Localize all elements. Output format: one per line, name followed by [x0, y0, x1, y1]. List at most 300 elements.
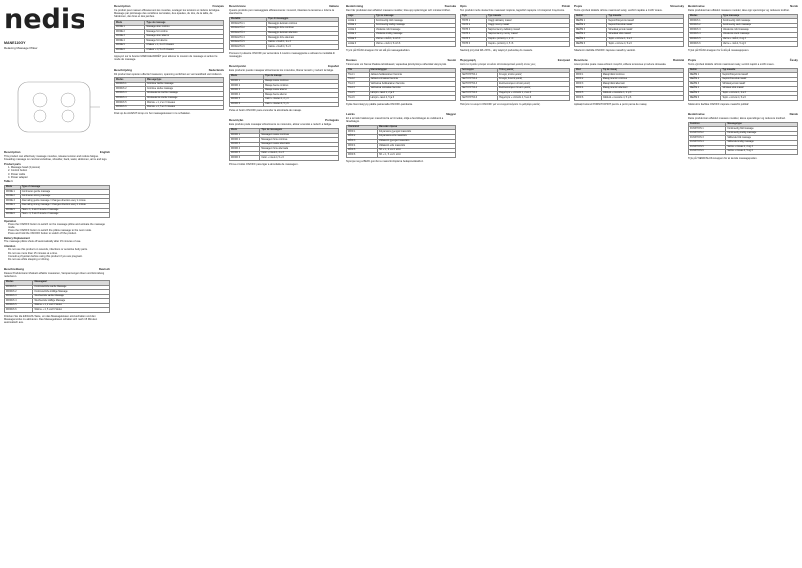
section-title: Description: [4, 150, 21, 154]
table-cell: Massagem suave contínua: [260, 133, 339, 138]
table-cell: Nepretržitá jemná masáž: [607, 19, 684, 24]
table-cell: MODUS 5: [689, 37, 722, 42]
list-item: • Press the ON/OFF button to switch the pillow massage to the next mode.: [8, 229, 110, 232]
intro-text: Acest produs poate masa eficient mușchii, elibera tensiunea și reduce oboseala.: [574, 62, 667, 66]
table-cell: Masaj blând alternant: [601, 82, 683, 87]
table-cell: Naprzemienny mocny masaż: [487, 33, 570, 38]
table-cell: MODUS 4: [115, 96, 146, 101]
mode-table: [574, 14, 684, 47]
table-cell: Kontinuerlig mild massasje: [721, 19, 797, 24]
table-cell: MODUS 5: [115, 101, 146, 106]
table-cell: MODO 6: [230, 102, 264, 107]
mode-table: [574, 68, 684, 101]
body-text: Naciśnij przycisk WŁ./WYŁ., aby włączyć poduszkę do masażu.: [460, 48, 533, 52]
table-cell: TRYB 2: [461, 23, 487, 28]
table-cell: MODO 1: [230, 133, 260, 138]
table-row: [115, 105, 224, 110]
intro-text: Dit product kan spieren effectief masseren, spanning verlichten en vermoeidheid verminderen.: [114, 72, 223, 76]
table-cell: REŽIM 6: [575, 42, 607, 47]
table-cell: Vaihteleva hellävarainen hieronta: [369, 82, 455, 87]
table-row: [347, 42, 456, 47]
table-row: [689, 96, 798, 101]
table-cell: Ciepło + poziomy 1, 2 i 3: [487, 37, 570, 42]
section-heading: [460, 58, 570, 62]
table-row: [230, 102, 339, 107]
column-5: [460, 4, 570, 564]
list-item: • 3. Power cable: [8, 173, 110, 176]
section-language: Português: [325, 118, 339, 123]
table-cell: TRYB 5: [461, 37, 487, 42]
intro-text: Dette produktet kan effektivt massere muskler, løse opp spenninger og redusere tretthet.: [688, 9, 790, 12]
table-cell: MODE 3: [115, 34, 145, 39]
section-heading: [574, 58, 684, 62]
list-item: • Press the ON/OFF button to switch on the massage pillow and activate the massage mode.: [8, 223, 110, 229]
section-slovensky: [574, 4, 684, 52]
table-cell: Warmte + 4, 5 en 6 niveaus: [145, 105, 223, 110]
brand-logo-mark: [4, 4, 84, 34]
table-cell: Alternating strong massage / Changes direction every 1 minute: [20, 203, 109, 208]
table-cell: MODUS 1: [689, 19, 722, 24]
table-cell: MÓD 5: [347, 148, 378, 153]
table-cell: MODALITÀ 3: [230, 31, 267, 36]
section-francais: [114, 4, 224, 62]
table-cell: Calor + niveles 1, 2 y 3: [264, 97, 339, 102]
table-cell: REŽIM 6: [689, 96, 721, 101]
table-cell: Masaje suave continuo: [264, 79, 339, 84]
table-cell: Vekslende mild massasje: [721, 28, 797, 33]
table-cell: Calore + livelli 4, 5 e 6: [267, 45, 339, 50]
body-text: Stlačením tlačidla ON/OFF zapnete masážny vankúš.: [574, 48, 636, 52]
section-language: Suomi: [447, 57, 456, 62]
mode-table: [229, 74, 339, 107]
list-item: • Press and hold the ON/OFF button to switch off the product.: [8, 232, 110, 235]
section-svenska: [346, 4, 456, 52]
table-cell: Ciepło + poziomy 4, 5 i 6: [487, 42, 570, 47]
section-dansk: [688, 112, 798, 160]
table-cell: Kontinuerlig mild massage: [374, 19, 455, 24]
attention-title: Attention: [4, 245, 16, 249]
body-text: Drücken Sie die EIN/AUS-Taste, um das Massagekissen einzuschalten und den Massagemodus zu aktivieren. Das Massagekissen schaltet sich nach 15 Minuten automatisch aus.: [4, 315, 98, 325]
table-cell: Vaihteleva voimakas hieronta: [369, 86, 455, 91]
table-cell: MODUS 3: [115, 92, 146, 97]
table-cell: Kontinuerlig blid massage: [726, 127, 798, 132]
table-cell: TILA 6: [347, 96, 370, 101]
list-item: • Do not use this product on wounds, infections or sensitive body parts.: [8, 248, 110, 251]
table-cell: ΛΕΙΤΟΥΡΓΙΑ 3: [461, 82, 498, 87]
table-cell: Alternating gentle massage / Changes direction every 1 minute: [20, 199, 109, 204]
column-7: [688, 4, 798, 564]
section-magyar: [346, 112, 456, 163]
table-cell: Massagem suave alternada: [260, 142, 339, 147]
table-cell: LÄGE 3: [347, 28, 375, 33]
table-row: [575, 96, 684, 101]
table-cell: MOD 2: [575, 77, 602, 82]
table-cell: Växlande kraftig massage: [374, 33, 455, 38]
table-header-cell: Mod: [575, 68, 602, 73]
intro-text: Tento výrobok dokáže účinne masírovať svaly, uvoľniť napätie a znížiť únavu.: [574, 9, 663, 12]
table-cell: Masaje fuerte alterno: [264, 93, 339, 98]
brand-logo: [4, 4, 84, 34]
section-title: Descrição: [229, 118, 244, 123]
table-cell: ΛΕΙΤΟΥΡΓΙΑ 4: [461, 86, 498, 91]
table-cell: Kontinuerlig sterk massasje: [721, 23, 797, 28]
table-cell: MOD 3: [575, 82, 602, 87]
table-header-cell: Üzemmód: [347, 125, 378, 130]
section-language: Deutsch: [98, 267, 110, 272]
section-portugues: [229, 118, 339, 166]
table-cell: Θερμότητα + επίπεδα 1, 2 και 3: [498, 91, 570, 96]
table-cell: MODE 6: [5, 213, 21, 218]
table-cell: Striedavá jemná masáž: [607, 28, 684, 33]
table-cell: Varme + niveau 1, 2 og 3: [726, 145, 798, 150]
table-cell: MÓD 4: [347, 144, 378, 149]
section-deutsch: [4, 267, 110, 325]
table-row: [5, 308, 110, 313]
table-cell: Wechselnde kräftige Massage: [33, 299, 110, 304]
table-header-cell: Tipo de masaje: [264, 75, 339, 80]
section-language: Slovensky: [670, 4, 684, 8]
table-title: Table 1: [4, 180, 13, 184]
table-cell: MODO 3: [230, 142, 260, 147]
table-cell: Masaje fuerte continuo: [264, 84, 339, 89]
massage-pillow-drawing: [4, 60, 104, 156]
table-cell: MODUS 4: [689, 33, 722, 38]
table-cell: Masaj blând continuu: [601, 73, 683, 78]
body-text: Apăsați butonul PORNIT/OPRIT pentru a porni perna de masaj.: [574, 102, 648, 106]
intro-text: Αυτό το προϊόν μπορεί να κάνει αποτελεσματικό μασάζ στους μυς.: [460, 62, 537, 66]
table-cell: MODE 2: [115, 30, 145, 35]
section-title: Leírás: [346, 111, 355, 116]
table-cell: MODO 5: [230, 151, 260, 156]
table-row: [461, 96, 570, 101]
intro-text: Este produto pode massajar eficazmente os músculos, aliviar a tensão e reduzir a fadiga.: [229, 123, 332, 127]
table-cell: FUNKTION 2: [689, 131, 726, 136]
body-text: Trykk på PÅ/AV-knappen for å slå på massasjeputen.: [688, 48, 750, 52]
table-cell: Massaggio delicato alternato: [267, 31, 339, 36]
table-cell: MODUS 2: [689, 23, 722, 28]
table-header-cell: Tipo de massagem: [260, 129, 339, 134]
table-cell: Varme + nivå 1, 2 og 3: [721, 37, 797, 42]
table-header-cell: Massagetype: [145, 78, 223, 83]
table-cell: Massaggio forte continuo: [267, 27, 339, 32]
table-cell: Lämpö + tasot 4, 5 ja 6: [369, 96, 455, 101]
table-cell: Střídavá jemná masáž: [721, 82, 798, 87]
table-header-cell: Tipo di massaggio: [267, 17, 339, 22]
table-row: [689, 42, 798, 47]
table-cell: Εναλλασσόμενο δυνατό μασάζ: [498, 86, 570, 91]
table-cell: MODUS 2: [115, 87, 146, 92]
column-6: [574, 4, 684, 564]
section-heading: [114, 68, 224, 72]
table-cell: ΛΕΙΤΟΥΡΓΙΑ 5: [461, 91, 498, 96]
section-heading: [688, 112, 798, 116]
table-cell: MÓD 1: [347, 130, 378, 135]
section-cesky: [688, 58, 798, 106]
table-cell: Căldură + nivelurile 4, 5 și 6: [601, 96, 683, 101]
table-cell: Vekslende sterk massasje: [721, 33, 797, 38]
table-cell: LÄGE 2: [347, 23, 375, 28]
table-cell: FUNKTION 1: [689, 127, 726, 132]
list-item: • 4. Power adapter: [8, 176, 110, 179]
table-cell: Folyamatos gyengéd masszázs: [378, 130, 456, 135]
section-heading: [346, 58, 456, 62]
table-cell: MÓD 6: [347, 153, 378, 158]
section-polski: [460, 4, 570, 52]
mode-table: [4, 185, 110, 218]
section-language: English: [99, 150, 110, 154]
table-cell: MODUS 3: [689, 28, 722, 33]
section-language: Italiano: [329, 4, 339, 8]
product-parts-title: Product parts: [4, 162, 21, 166]
table-cell: MODO 1: [230, 79, 264, 84]
table-cell: REŽIM 4: [689, 86, 721, 91]
table-cell: MODO 4: [230, 147, 260, 152]
table-header-cell: Typ masáže: [721, 68, 798, 73]
section-title: Popis: [574, 4, 583, 8]
table-header-cell: Typ av massage: [374, 14, 455, 19]
table-cell: REŽIM 1: [689, 73, 721, 78]
table-cell: MODO 4: [230, 93, 264, 98]
table-cell: Wärme + 4, 5 und 6 Stufen: [33, 308, 110, 313]
table-cell: Växlande mild massage: [374, 28, 455, 33]
table-row: [347, 96, 456, 101]
section-heading: [346, 4, 456, 8]
table-cell: Värme + nivå 1, 2 och 3: [374, 37, 455, 42]
table-cell: MODALITÀ 1: [230, 22, 267, 27]
table-cell: Ciągły mocny masaż: [487, 23, 570, 28]
product-header: [4, 41, 100, 50]
table-header-cell: Funktion: [689, 122, 726, 127]
intro-text: Questo prodotto può massaggiare efficacemente i muscoli, rilasciare la tensione e ridurre la stanchezza.: [229, 9, 335, 16]
table-row: [115, 48, 224, 53]
table-cell: Massage fort alterné: [145, 39, 224, 44]
table-cell: REŽIM 5: [575, 37, 607, 42]
table-cell: Calor + níveis 1, 2 e 3: [260, 151, 339, 156]
table-cell: Massage fort continu: [145, 30, 224, 35]
section-title: Description: [114, 4, 131, 8]
table-cell: TILA 2: [347, 77, 370, 82]
body-text: Tryck på PÅ/AV-knappen för att slå på massagekudden.: [346, 48, 411, 52]
table-header-cell: Modo: [230, 75, 264, 80]
table-cell: MODE 2: [5, 194, 21, 199]
table-cell: MOD 4: [575, 86, 602, 91]
section-heading: [4, 150, 110, 154]
table-row: [230, 156, 339, 161]
table-cell: Váltakozó gyengéd masszázs: [378, 139, 456, 144]
body-text: Tryk på TÆND/SLUK-knappen for at tænde massagepuden.: [688, 156, 758, 160]
table-cell: MODUS 5: [5, 303, 33, 308]
table-cell: TILA 4: [347, 86, 370, 91]
section-language: Nederlands: [208, 67, 224, 72]
table-cell: Kontinuerlig kraftig massage: [726, 131, 798, 136]
operation-title: Operation: [4, 219, 17, 223]
list-item: • 1. Massage head (4 pieces): [8, 166, 110, 169]
table-cell: Hő + 4., 5. és 6. szint: [378, 153, 456, 158]
table-cell: Naprzemienny delikatny masaż: [487, 28, 570, 33]
table-header-cell: Režim: [575, 14, 607, 19]
section-heading: [688, 4, 798, 8]
table-cell: Masaj puternic continuu: [601, 77, 683, 82]
body-text: Kytke hierontatyyny päälle painamalla ON/OFF-painiketta.: [346, 102, 413, 106]
body-text: Appuyez sur le bouton MARCHE/ARRÊT pour allumer le coussin de massage et activer le mode de massage.: [114, 55, 218, 62]
table-cell: MODUS 4: [5, 299, 33, 304]
table-cell: Massage doux continu: [145, 25, 224, 30]
section-heading: [229, 4, 339, 8]
table-cell: REŽIM 1: [575, 19, 607, 24]
battery-text: The massage pillow shuts off automatically after 15 minutes of use.: [4, 240, 82, 244]
section-language: Română: [672, 57, 684, 62]
product-name: Relaxing Massage Pillow: [4, 46, 38, 50]
table-cell: LÄGE 6: [347, 42, 375, 47]
table-header-cell: Hierontatyyppi: [369, 68, 455, 73]
table-cell: REŽIM 3: [575, 28, 607, 33]
table-cell: ΛΕΙΤΟΥΡΓΙΑ 6: [461, 96, 498, 101]
table-cell: Hő + 1., 2. és 3. szint: [378, 148, 456, 153]
intro-text: Dieses Produkt kann Muskeln effektiv massieren, Verspannungen lösen und Ermüdung reduzieren.: [4, 272, 105, 279]
table-cell: TILA 5: [347, 91, 370, 96]
table-cell: TRYB 4: [461, 33, 487, 38]
intro-text: Este producto puede masajear eficazmente los músculos, liberar tensión y reducir la fatiga.: [229, 69, 334, 73]
table-cell: FUNKTION 5: [689, 145, 726, 150]
section-heading: [114, 4, 224, 8]
table-cell: REŽIM 2: [689, 77, 721, 82]
section-heading: [229, 118, 339, 122]
mode-table: [460, 14, 570, 47]
table-header-cell: Type of massage: [20, 185, 109, 190]
table-header-cell: Tila: [347, 68, 370, 73]
section-english: [4, 150, 110, 261]
table-cell: TRYB 1: [461, 19, 487, 24]
table-header-cell: Masszázs típusa: [378, 125, 456, 130]
table-cell: Afwisselende zachte massage: [145, 92, 223, 97]
section-title: Opis: [460, 4, 467, 8]
table-cell: Εναλλασσόμενο απαλό μασάζ: [498, 82, 570, 87]
table-header-cell: Modus: [689, 14, 722, 19]
table-cell: LÄGE 1: [347, 19, 375, 24]
table-cell: MODUS 6: [689, 42, 722, 47]
table-cell: Continuous gentle massage: [20, 190, 109, 195]
intro-text: This product can effectively massage muscles, release tension and reduce fatigue. Kneading massage on cervical vertebrae, shoulder, back, waist, abdomen, arms and legs.: [4, 155, 108, 162]
column-3: [229, 4, 339, 564]
table-cell: MOD 5: [575, 91, 602, 96]
section-nederlands: [114, 68, 224, 116]
battery-title: Battery Replacement: [4, 237, 30, 241]
section-norsk: [688, 4, 798, 52]
table-header-cell: Type de massage: [145, 21, 224, 26]
section-language: Česky: [789, 57, 798, 62]
table-cell: Teplo + úrovně 1, 2 a 3: [721, 91, 798, 96]
table-cell: MODUS 1: [115, 82, 146, 87]
table-row: [347, 153, 456, 158]
table-cell: MODALITÀ 2: [230, 27, 267, 32]
table-cell: Chaleur + 4, 5 et 6 niveaux: [145, 48, 224, 53]
intro-text: Dette produkt kan effektivt massere muskler, løsne spændinger og reducere træthed.: [688, 116, 786, 120]
table-cell: Calor + niveles 4, 5 y 6: [264, 102, 339, 107]
table-header-cell: Režim: [689, 68, 721, 73]
table-cell: MODUS 3: [5, 294, 33, 299]
table-cell: Střídavá silná masáž: [721, 86, 798, 91]
mode-table: [460, 68, 570, 101]
table-cell: Nepřetržitá silná masáž: [721, 77, 798, 82]
table-cell: Warmte + 1, 2 en 3 niveaus: [145, 101, 223, 106]
table-cell: MODO 2: [230, 84, 264, 89]
table-cell: MODE 3: [5, 199, 21, 204]
table-cell: MODE 4: [5, 203, 21, 208]
table-cell: MODE 6: [115, 48, 145, 53]
intro-text: Ce produit peut masser efficacement les muscles, soulager les tensions et réduire la fatigue. Massage par pétrissage des vertèbres cervicales, des épaules, du dos, de la taille, de l'abdomen, des bras et des jambes.: [114, 9, 221, 19]
table-cell: Massaggio delicato continuo: [267, 22, 339, 27]
column-4: [346, 4, 456, 564]
table-cell: REŽIM 4: [575, 33, 607, 38]
table-cell: FUNKTION 6: [689, 150, 726, 155]
table-cell: MÓD 2: [347, 134, 378, 139]
table-cell: Heat + 1, 2 and 3 levels of massage: [20, 208, 109, 213]
table-cell: Jatkuva hellävarainen hieronta: [369, 73, 455, 78]
table-header-cell: Τύπος μασάζ: [498, 68, 570, 73]
table-cell: Massage doux alterné: [145, 34, 224, 39]
table-cell: MODO 3: [230, 88, 264, 93]
table-cell: MODO 6: [230, 156, 260, 161]
product-code: MANE110GY: [4, 41, 26, 45]
section-heading: [688, 58, 798, 62]
table-cell: Folyamatos erős masszázs: [378, 134, 456, 139]
mode-table: [4, 280, 110, 313]
mode-table: [688, 68, 798, 101]
table-header-cell: Tryb: [461, 14, 487, 19]
table-cell: ΛΕΙΤΟΥΡΓΙΑ 1: [461, 73, 498, 78]
column-2: [114, 4, 224, 564]
section-language: Svenska: [444, 4, 456, 8]
section-language: Dansk: [789, 111, 798, 116]
table-header-cell: Massageart: [33, 281, 110, 286]
table-cell: MOD 6: [575, 96, 602, 101]
body-text: Stisknutím tlačítka ON/OFF zapnete masážní polštář.: [688, 102, 750, 106]
table-cell: MODE 5: [5, 208, 21, 213]
section-suomi: [346, 58, 456, 106]
table-cell: MODUS 6: [5, 308, 33, 313]
table-header-cell: Modus: [5, 281, 33, 286]
section-heading: [574, 4, 684, 8]
table-cell: Chaleur + 1, 2 et 3 niveaux: [145, 44, 224, 49]
table-cell: MOD 1: [575, 73, 602, 78]
section-title: Beskrivning: [346, 4, 364, 8]
product-parts-list: [4, 166, 110, 179]
table-header-cell: Massagetype: [726, 122, 798, 127]
table-row: [575, 42, 684, 47]
table-cell: Masaje suave alterno: [264, 88, 339, 93]
table-cell: Afwisselende sterke massage: [145, 96, 223, 101]
table-header-cell: Typ masáže: [607, 14, 684, 19]
table-cell: LÄGE 5: [347, 37, 375, 42]
section-romana: [574, 58, 684, 106]
mode-table: [346, 68, 456, 101]
table-cell: Striedavá silná masáž: [607, 33, 684, 38]
mode-table: [688, 14, 798, 47]
table-cell: Teplo + úrovne 1, 2 a 3: [607, 37, 684, 42]
table-header-cell: Type massasje: [721, 14, 797, 19]
section-title: Descriere: [574, 57, 588, 62]
table-cell: MODO 2: [230, 138, 260, 143]
body-text: Druk op de AAN/UIT-knop om het massagekussen in te schakelen.: [114, 112, 191, 116]
table-cell: Heat + 4, 5 and 6 levels of massage: [20, 213, 109, 218]
table-cell: Värme + nivå 4, 5 och 6: [374, 42, 455, 47]
mode-table: [229, 17, 339, 50]
table-cell: TRYB 3: [461, 28, 487, 33]
table-cell: Massagem forte alternada: [260, 147, 339, 152]
list-item: • Do not use while sleeping or driving.: [8, 258, 110, 261]
table-cell: REŽIM 3: [689, 82, 721, 87]
table-cell: MODUS 1: [5, 285, 33, 290]
